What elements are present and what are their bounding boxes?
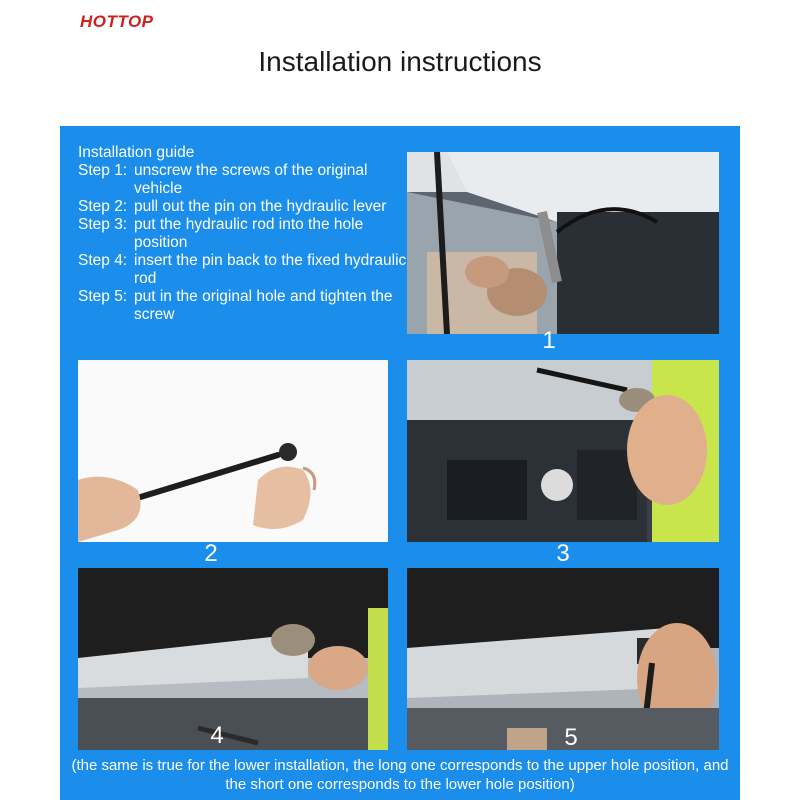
step-text: pull out the pin on the hydraulic lever [134,198,387,215]
photo-step-2 [78,360,388,542]
photo-step-1 [407,152,719,334]
step-2 [78,198,408,216]
step-text: insert the pin back to the fixed hydraulic rod [134,252,407,287]
step-3 [78,216,408,252]
page-title: Installation instructions [258,46,542,77]
photo-number-2: 2 [204,540,218,567]
step-1 [78,162,408,198]
step-text: unscrew the screws of the original vehicle [134,162,368,197]
step-label: Step 5: [78,288,128,305]
photo-step-3 [407,360,719,542]
footnote: (the same is true for the lower installation, the long one corresponds to the upper hole position, and the short one corresponds to the lower hole position) [71,757,729,793]
step-text: put the hydraulic rod into the hole position [134,216,364,251]
brand-logo: HOTTOP [80,12,154,31]
photo-number-3: 3 [556,540,570,567]
photo-step-5 [407,568,719,750]
photo-number-5: 5 [564,724,578,751]
step-label: Step 3: [78,216,128,233]
photo-number-1: 1 [542,327,556,354]
guide-heading: Installation guide [78,144,195,161]
step-label: Step 1: [78,162,128,179]
step-label: Step 4: [78,252,128,269]
photo-step-4 [78,568,388,750]
installation-guide [78,144,408,324]
step-4 [78,252,408,288]
step-5 [78,288,408,324]
step-text: put in the original hole and tighten the screw [134,288,393,323]
photo-number-4: 4 [210,722,224,749]
step-label: Step 2: [78,198,128,215]
